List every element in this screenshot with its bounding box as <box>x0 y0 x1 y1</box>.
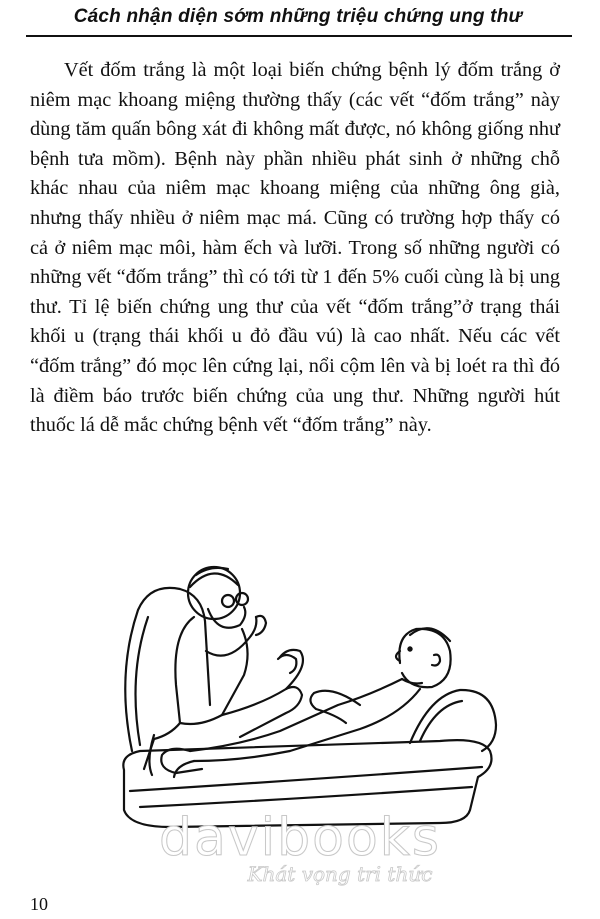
header-rule <box>26 35 572 37</box>
doctor-patient-illustration <box>110 555 500 830</box>
body-paragraph: Vết đốm trắng là một loại biến chứng bệnh lý đốm trắng ở niêm mạc khoang miệng thường thấy (các vết “đốm trắng” này dùng tăm quấn bông xát đi không mất được, nó không giống như bệnh tưa mồm). Bệnh này phần nhiều phát sinh ở những chỗ khác nhau của niêm mạc khoang miệng của những ông già, nhưng thấy nhiều ở niêm mạc má. Cũng có trường hợp thấy có cả ở niêm mạc môi, hàm ếch và lưỡi. Trong số những người có những vết “đốm trắng” thì có tới từ 1 đến 5% cuối cùng là bị ung thư. Tỉ lệ biến chứng ung thư của vết “đốm trắng”ở trạng thái khối u (trạng thái khối u đỏ đầu vú) là cao nhất. Nếu các vết “đốm trắng” đó mọc lên cứng lại, nổi cộm lên và bị loét ra thì đó là điềm báo trước biến chứng của ung thư. Những người hút thuốc lá dễ mắc chứng bệnh vết “đốm trắng” này. <box>30 59 560 437</box>
running-header: Cách nhận diện sớm những triệu chứng ung thư <box>73 6 523 27</box>
watermark-tagline: Khát vọng tri thức <box>247 862 433 886</box>
watermark-brand: davibooks <box>159 808 441 868</box>
page-number: 10 <box>30 894 48 914</box>
